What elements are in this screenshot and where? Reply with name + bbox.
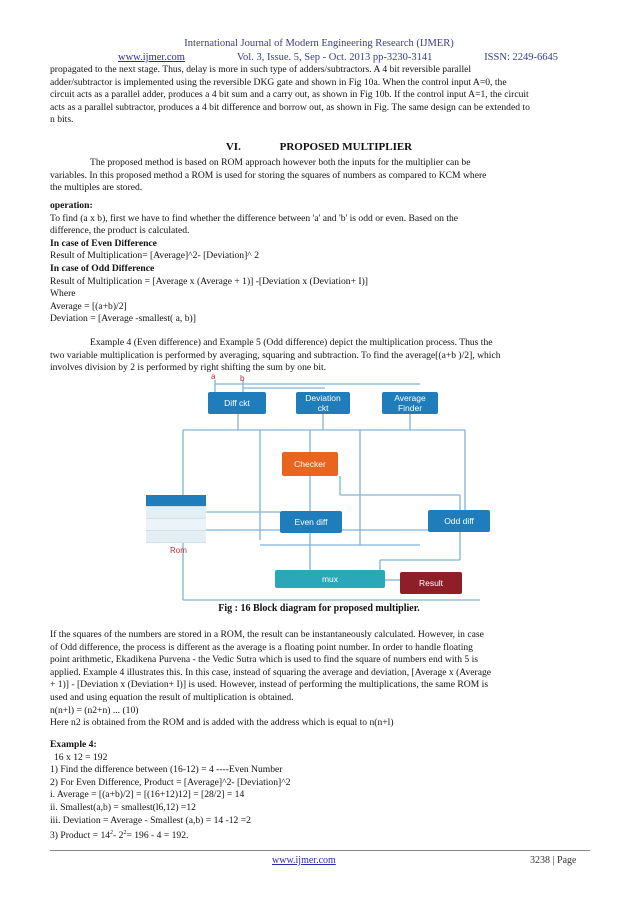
example-line: 1) Find the difference between (16-12) = 4 ----Even Number [50, 764, 283, 776]
even-heading: In case of Even Difference [50, 237, 157, 249]
text-line: used and using equation the result of multiplication is obtained. [50, 691, 294, 703]
rom-block [146, 495, 206, 539]
text-line: point arithmetic, Ekadikena Purvena - the Vedic Sutra which is used to find the square of numbers end with 5 is [50, 654, 478, 666]
text-line: acts as a parallel subtractor, produces a 4 bit difference and borrow out, as shown in Fig. The same design can be extended to [50, 101, 530, 113]
deviation-definition: Deviation = [Average -smallest( a, b)] [50, 313, 196, 325]
text-line: difference, the product is calculated. [50, 225, 190, 237]
page-number: 3238 | Page [530, 855, 577, 866]
even-formula: Result of Multiplication= [Average]^2- [Deviation]^ 2 [50, 250, 259, 262]
superscript: 2 [123, 830, 127, 837]
deviation-ckt-label-2: ckt [317, 403, 329, 413]
text-line: Here n2 is obtained from the ROM and is added with the address which is equal to n(n+l) [50, 717, 394, 729]
text-line: If the squares of the numbers are stored in a ROM, the result can be instantaneously calculated. However, in case [50, 629, 484, 640]
odd-diff-block: Odd diff [428, 510, 490, 532]
section-number: VI. [225, 141, 241, 153]
product-part: - 2 [113, 830, 124, 842]
text-line: two variable multiplication is performed by averaging, squaring and subtraction. To find the average[(a+b )/2], which [50, 349, 501, 361]
footer-website-link[interactable]: www.ijmer.com [272, 855, 336, 866]
figure-caption: Fig : 16 Block diagram for proposed multiplier. [218, 603, 420, 614]
odd-heading: In case of Odd Difference [50, 262, 155, 274]
example-line: ii. Smallest(a,b) = smallest(l6,12) =12 [50, 801, 196, 813]
header-website-link[interactable]: www.ijmer.com [118, 52, 185, 63]
text-line: circuit acts as a parallel adder, produces a 4 bit sum and a carry out, as shown in Fig 10b. If the control input A=1, the circuit [50, 89, 529, 101]
text-line: n bits. [50, 114, 74, 126]
example-line: 16 x 12 = 192 [54, 751, 108, 763]
section-title: PROPOSED MULTIPLIER [279, 141, 413, 153]
text-line: of Odd difference, the process is different as the average is a floating point number. In order to handle floating [50, 641, 473, 653]
paragraph-rom-result [50, 629, 588, 730]
text-line: propagated to the next stage. Thus, delay is more in such type of adders/subtractors. A 4 bit reversible parallel [50, 64, 472, 75]
example-line: i. Average = [(a+b)/2] = [(16+12)12] = [28/2] = 14 [50, 789, 245, 801]
input-a-label: a [211, 372, 216, 381]
diff-ckt-block: Diff ckt [208, 392, 266, 414]
average-definition: Average = [(a+b)/2] [50, 300, 127, 312]
result-block: Result [400, 572, 462, 594]
deviation-ckt-block [296, 392, 350, 414]
text-line: The proposed method is based on ROM approach however both the inputs for the multiplier can be [90, 157, 471, 168]
text-line: To find (a x b), first we have to find whether the difference between 'a' and 'b' is odd or even. Based on the [50, 212, 459, 224]
input-b-label: b [240, 374, 245, 383]
average-finder-label-1: Average [394, 393, 426, 403]
text-line: Example 4 (Even difference) and Example 5 (Odd difference) depict the multiplication process. Thus the [90, 337, 493, 348]
rom-row [146, 495, 206, 507]
where-label: Where [50, 288, 76, 300]
mux-block: mux [275, 570, 385, 588]
journal-title: International Journal of Modern Engineering Research (IJMER) [184, 38, 454, 49]
example-line: 2) For Even Difference, Product = [Average]^2- [Deviation]^2 [50, 776, 291, 788]
example-line: iii. Deviation = Average - Smallest (a,b) = 14 -12 =2 [50, 814, 251, 826]
equation-10: n(n+l) = (n2+n) ... (10) [50, 704, 139, 716]
issn: ISSN: 2249-6645 [484, 52, 558, 63]
footer-divider [50, 850, 590, 851]
average-finder-block [382, 392, 438, 414]
even-diff-block: Even diff [280, 511, 342, 533]
checker-block: Checker [282, 452, 338, 476]
rom-row [146, 507, 206, 519]
volume-info: Vol. 3, Issue. 5, Sep - Oct. 2013 pp-3230-3141 [236, 52, 433, 63]
text-line: adder/subtractor is implemented using the reversible DKG gate and shown in Fig 10a. When the control input A=0, the [50, 76, 507, 88]
rom-label: Rom [170, 546, 187, 555]
example-heading: Example 4: [50, 739, 97, 750]
operation-heading: operation: [50, 200, 93, 211]
product-part: = 196 - 4 = 192. [126, 830, 189, 842]
text-line: + 1)] - [Deviation x (Deviation+ I)] is used. However, instead of performing the multiplications, the same ROM is [50, 679, 489, 691]
text-line: variables. In this proposed method a ROM is used for storing the squares of numbers as compared to KCM where [50, 169, 487, 181]
product-part: 3) Product = 14 [50, 830, 111, 842]
deviation-ckt-label-1: Deviation [305, 393, 341, 403]
rom-row [146, 531, 206, 543]
example-product-line [50, 827, 588, 843]
average-finder-label-2: Finder [397, 403, 423, 413]
superscript: 2 [110, 830, 114, 837]
rom-row [146, 519, 206, 531]
text-line: the multiples are stored. [50, 182, 143, 194]
text-line: involves division by 2 is performed by right shifting the sum by one bit. [50, 362, 327, 374]
odd-formula: Result of Multiplication = [Average x (Average + 1)] -[Deviation x (Deviation+ I)] [50, 275, 368, 287]
example-4 [50, 739, 588, 843]
text-line: applied. Example 4 illustrates this. In this case, instead of squaring the average and deviation, [Average x (Average [50, 666, 492, 678]
